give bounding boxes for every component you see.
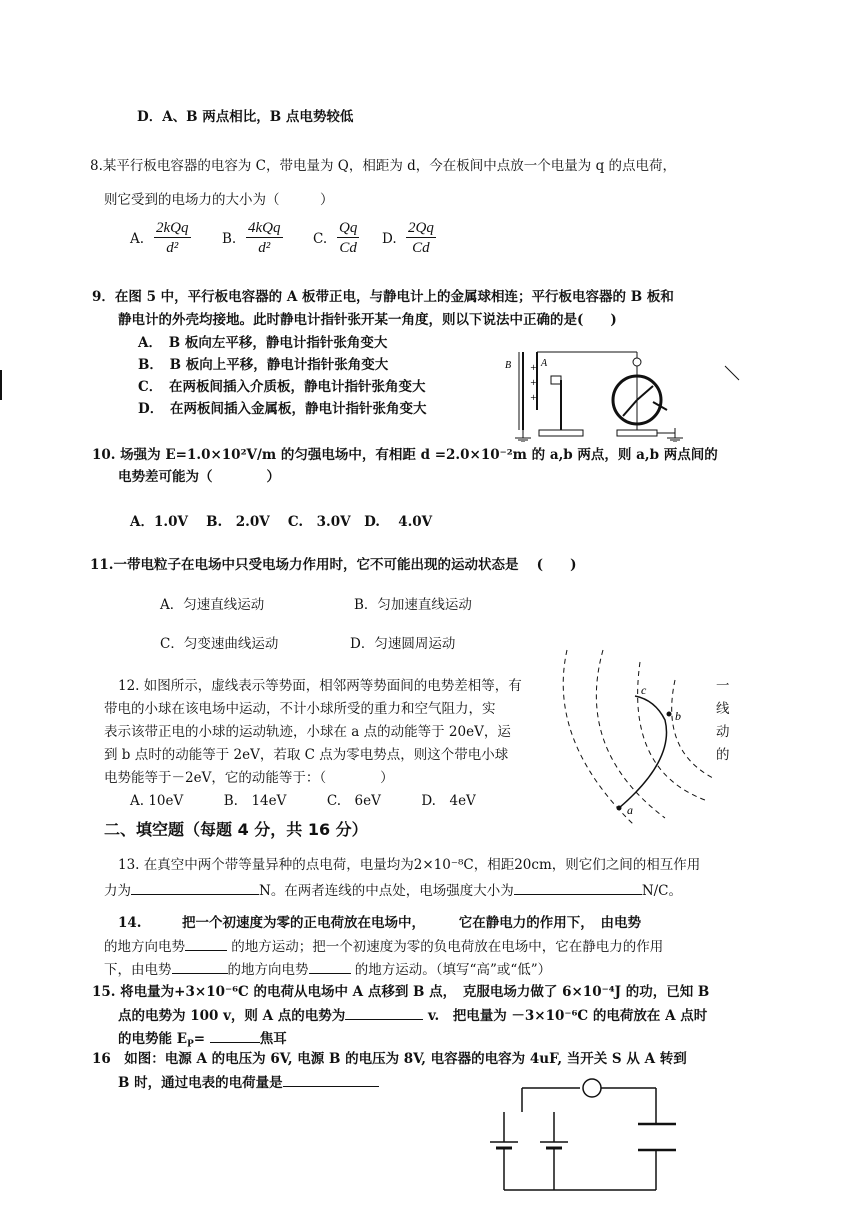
q13-blank-force[interactable] [131, 880, 259, 895]
q15-text-e: 焦耳 [259, 1031, 287, 1047]
q16-stem-line1: 16 如图：电源 A 的电压为 6V, 电源 B 的电压为 8V, 电容器的电容为 4uF, 当开关 S 从 A 转到 [92, 1051, 687, 1067]
q8-stem-line1: 8.某平行板电容器的电容为 C，带电量为 Q，相距为 d，今在板间中点放一个电量为 q 的点电荷， [90, 158, 677, 174]
q9-option-b: B． B 板向上平移，静电计指针张角变大 [138, 357, 389, 373]
q9-option-a: A． B 板向左平移，静电计指针张角变大 [138, 335, 388, 351]
q12-stem-line1: 12. 如图所示，虚线表示等势面，相邻两等势面间的电势差相等，有 [118, 678, 522, 694]
q13-stem-line2 [104, 880, 682, 901]
q8-option-b-fraction [246, 219, 283, 258]
q14-text-c: 下，由电势 [104, 962, 172, 978]
q15-stem-line2 [118, 1005, 707, 1026]
q14-stem-line3 [104, 959, 551, 980]
q9-option-c: C． 在两板间插入介质板，静电计指针张角变大 [138, 379, 426, 395]
svg-text:+: + [530, 378, 537, 387]
q15-subscript-p: P [187, 1039, 194, 1050]
svg-text:+: + [530, 393, 537, 402]
label-b: b [675, 709, 681, 723]
q10-stem-line2: 电势差可能为（ ） [118, 469, 280, 485]
q15-text-d: = [193, 1031, 210, 1047]
q12-overflow-char-2: 线 [716, 701, 730, 717]
q14-blank-1[interactable] [185, 936, 227, 951]
label-c: c [641, 683, 647, 697]
q15-text-c: 的电势能 E [118, 1031, 187, 1047]
q16-circuit-figure [480, 1078, 680, 1198]
q12-overflow-char-4: 的 [716, 747, 730, 763]
q11-stem: 11.一带电粒子在电场中只受电场力作用时，它不可能出现的运动状态是 ( ) [90, 557, 577, 573]
q12-stem-line2: 带电的小球在该电场中运动，不计小球所受的重力和空气阻力，实 [104, 701, 496, 717]
q11-option-a: A．匀速直线运动 [160, 597, 265, 613]
q13-stem-line1: 13. 在真空中两个带等量异种的点电荷，电量均为2×10⁻⁸C，相距20cm，则它们之间的相互作用 [118, 857, 701, 873]
q14-stem-line2 [104, 936, 663, 957]
q15-blank-energy[interactable] [210, 1028, 260, 1043]
q10-options: A．1.0V B. 2.0V C. 3.0V D. 4.0V [130, 514, 433, 530]
q14-blank-3[interactable] [309, 959, 351, 974]
q11-option-d: D．匀速圆周运动 [350, 636, 456, 652]
figure-label-b: B [505, 360, 512, 371]
q10-stem-line1: 10. 场强为 E=1.0×10²V/m 的匀强电场中，有相距 d =2.0×10⁻²m 的 a,b 两点，则 a,b 两点间的 [92, 447, 718, 463]
fraction-numerator: 2kQq [156, 220, 189, 236]
q12-overflow-char-3: 动 [716, 724, 730, 740]
q14-text-d: 的地方向电势 [227, 962, 309, 978]
q8-option-d-label: D. [382, 231, 397, 247]
q8-option-c-label: C. [313, 231, 328, 247]
q15-blank-potential[interactable] [345, 1005, 423, 1020]
q9-stem-line2: 静电计的外壳均接地。此时静电计指针张开某一角度，则以下说法中正确的是( ) [118, 312, 617, 328]
fraction-numerator: Qq [339, 220, 358, 236]
q14-stem-line1: 14. 把一个初速度为零的正电荷放在电场中， 它在静电力的作用下， 由电势 [118, 915, 641, 931]
fraction-denominator: d² [258, 240, 271, 256]
q14-text-a: 的地方向电势 [104, 939, 185, 955]
q13-text-c: N/C。 [641, 883, 683, 899]
q8-option-a-label: A. [130, 231, 145, 247]
fraction-numerator: 4kQq [248, 220, 281, 236]
q8-option-b-label: B. [222, 231, 237, 247]
q9-option-d: D． 在两板间插入金属板，静电计指针张角变大 [138, 401, 427, 417]
q14-text-b: 的地方运动；把一个初速度为零的负电荷放在电场中，它在静电力的作用 [227, 939, 664, 955]
q14-text-e: 的地方运动。（填写“高”或“低”） [350, 962, 552, 978]
q16-stem-line2 [118, 1072, 379, 1093]
q15-stem-line1: 15. 将电量为+3×10⁻⁶C 的电荷从电场中 A 点移到 B 点， 克服电场力做了 6×10⁻⁴J 的功，已知 B [92, 984, 710, 1000]
q13-text-b: N。在两者连线的中点处，电场强度大小为 [259, 883, 514, 899]
fraction-denominator: Cd [412, 240, 430, 256]
q12-stem-line4: 到 b 点时的动能等于 2eV，若取 C 点为零电势点，则这个带电小球 [104, 747, 509, 763]
section-title-fill-in: 二、填空题（每题 4 分，共 16 分） [104, 820, 368, 839]
label-a: a [627, 803, 633, 817]
q8-option-d-fraction [406, 219, 436, 258]
q8-stem-line2: 则它受到的电场力的大小为（ ） [104, 192, 334, 208]
q9-stem-line1: 9．在图 5 中，平行板电容器的 A 板带正电，与静电计上的金属球相连；平行板电容器的 B 板和 [92, 289, 674, 305]
q12-stem-line3: 表示该带正电的小球的运动轨迹，小球在 a 点的动能等于 20eV，运 [104, 724, 511, 740]
figure-label-a: A [541, 358, 548, 369]
q12-overflow-char-1: 一 [716, 678, 730, 694]
q9-capacitor-electrometer-figure [495, 330, 745, 442]
margin-mark [0, 370, 2, 400]
q12-stem-line5: 电势能等于－2eV，它的动能等于：（ ） [104, 770, 394, 786]
q14-blank-2[interactable] [172, 959, 228, 974]
q8-option-c-fraction [337, 219, 359, 258]
q15-text-b: v. 把电量为 －3×10⁻⁶C 的电荷放在 A 点时 [423, 1008, 708, 1024]
q13-text-a: 力为 [104, 883, 131, 899]
q12-options: A. 10eV B. 14eV C. 6eV D. 4eV [130, 793, 476, 809]
q16-text-a: B 时，通过电表的电荷量是 [118, 1075, 283, 1091]
svg-text:+: + [530, 363, 537, 372]
fraction-denominator: d² [166, 240, 179, 256]
fraction-numerator: 2Qq [408, 220, 434, 236]
q15-text-a: 点的电势为 100 v，则 A 点的电势为 [118, 1008, 346, 1024]
q13-blank-field[interactable] [514, 880, 642, 895]
q7-option-d: D．A、B 两点相比，B 点电势较低 [137, 109, 354, 125]
q11-option-c: C．匀变速曲线运动 [160, 636, 279, 652]
q16-blank-charge[interactable] [283, 1072, 379, 1087]
q8-option-a-fraction [154, 219, 191, 258]
q11-option-b: B．匀加速直线运动 [354, 597, 472, 613]
q12-equipotential-figure [555, 640, 715, 830]
fraction-denominator: Cd [339, 240, 357, 256]
